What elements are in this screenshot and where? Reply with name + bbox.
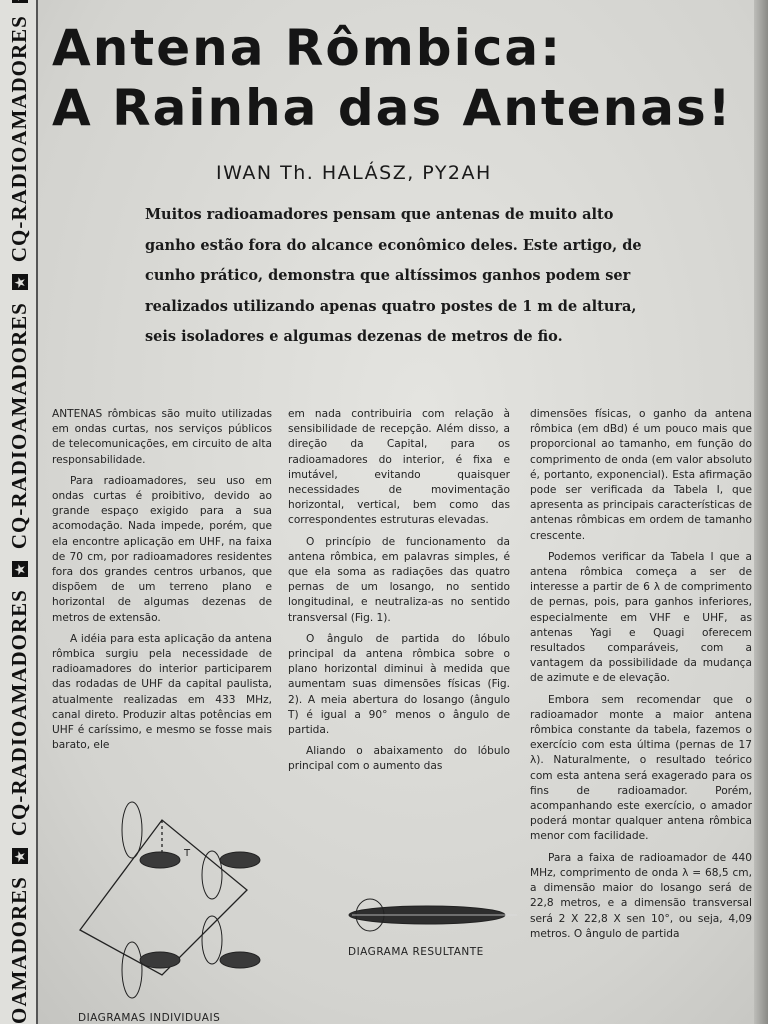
paragraph: Aliando o abaixamento do lóbulo principal com o aumento das [288, 745, 510, 773]
page-edge [754, 0, 768, 1024]
paragraph: O princípio de funcionamento da antena rômbica, em palavras simples, é que ela soma as radiações das quatro pernas de um losango, no sentido longitudinal, e neutraliza-as no sentido transversal (Fig. 1). [288, 535, 510, 624]
star-icon: ★ [12, 848, 28, 864]
article-lead: Muitos radioamadores pensam que antenas de muito alto ganho estão fora do alcance econômico deles. Este artigo, de cunho prático, demonstra que altíssimos ganhos podem ser realizados utilizando apenas quatro postes de 1 m de altura, seis isoladores e algumas dezenas de metros de fio. [145, 206, 642, 345]
text-column-1 [52, 407, 272, 759]
lobe-shape [220, 952, 260, 968]
paragraph: A idéia para esta aplicação da antena rômbica surgiu pela necessidade de radioamadores do interior participarem das rodadas de UHF da capital paulista, atualmente realizadas em 433 MHz, canal direto. Produzir altas potências em UHF é caríssimo, e mesmo se fosse mais barato, ele [52, 632, 272, 752]
lobe-shape [122, 802, 142, 858]
caption-individual: DIAGRAMAS INDIVIDUAIS [78, 1012, 221, 1024]
text-column-3 [530, 407, 752, 948]
lobe-shape [140, 952, 180, 968]
paragraph: Embora sem recomendar que o radioamador monte a maior antena rômbica constante da tabela, fazemos o exercício com esta última (pernas de 17 λ). Naturalmente, o resultado teórico com esta antena será exagerado para os fins de radioamador. Porém, acompanhando este exercício, o amador poderá montar qualquer antena rômbica menor com facilidade. [530, 693, 752, 843]
title-line-2: A Rainha das Antenas! [52, 79, 733, 137]
title-line-1: Antena Rômbica: [52, 19, 563, 77]
side-banner-segment: OAMADORES [7, 876, 31, 1024]
paragraph: dimensões físicas, o ganho da antena rômbica (em dBd) é um pouco mais que proporcional ao tamanho, em função do comprimento de onda (em valor absoluto é, portanto, exponencial). Esta afirmação pode ser verificada da Tabela I, que apresenta as principais características de antenas rômbicas em ordem de tamanho crescente. [530, 408, 752, 542]
paragraph: Para a faixa de radioamador de 440 MHz, comprimento de onda λ = 68,5 cm, a dimensão maior do losango será de 22,8 metros, e a dimensão transversal será 2 X 22,8 X sen 10°, ou seja, 4,09 metros. O ângulo de partida [530, 851, 752, 940]
paragraph: em nada contribuiria com relação à sensibilidade de recepção. Além disso, a direção da Capital, para os radioamadores do interior, é fixa e imutável, evitando quaisquer necessidades de movimentação horizontal, vertical, bem como das correspondentes estruturas elevadas. [288, 408, 510, 527]
article-author: IWAN Th. HALÁSZ, PY2AH [216, 162, 492, 184]
lobe-shape [122, 942, 142, 998]
caption-resultant: DIAGRAMA RESULTANTE [348, 946, 484, 958]
article-title [52, 18, 752, 138]
side-banner-text [7, 0, 32, 1024]
lobe-shape [202, 851, 222, 899]
side-banner-segment: CQ-RADIOAMADORES [7, 302, 31, 550]
star-icon [12, 0, 28, 3]
lobe-shape [202, 916, 222, 964]
star-icon: ★ [12, 274, 28, 290]
side-banner-segment: CQ-RADIOAMADORES [7, 589, 31, 837]
text-column-2 [288, 407, 510, 781]
radiation-diagram-figure [52, 790, 522, 1024]
star-icon: ★ [12, 561, 28, 577]
paragraph: Para radioamadores, seu uso em ondas curtas é proibitivo, devido ao grande espaço exigido para a sua acomodação. Nada impede, porém, que ela encontre aplicação em UHF, na faixa de 70 cm, por radioamadores residentes fora dos grandes centros urbanos, que dispõem de um terreno plano e horizontal de algumas dezenas de metros de extensão. [52, 474, 272, 624]
lobe-shape [140, 852, 180, 868]
side-banner-segment: CQ-RADIOAMADORES [7, 15, 31, 263]
lobe-shape [220, 852, 260, 868]
paragraph: Podemos verificar da Tabela I que a antena rômbica começa a ser de interesse a partir de 6 λ de comprimento de pernas, pois, para ganhos inferiores, especialmente em VHF e UHF, as antenas Yagi e Quagi oferecem resultados comparáveis, com a vantagem da possibilidade da mudança de azimute e de elevação. [530, 550, 752, 685]
paragraph: O ângulo de partida do lóbulo principal da antena rômbica sobre o plano horizontal diminui à medida que aumentam suas dimensões físicas (Fig. 2). A meia abertura do losango (ângulo T) é igual a 90° menos o ângulo de partida. [288, 632, 510, 737]
angle-label: T [184, 848, 191, 859]
paragraph: ANTENAS rômbicas são muito utilizadas em ondas curtas, nos serviços públicos de telecomunicações, em circuito de alta responsabilidade. [52, 408, 272, 466]
side-banner [0, 0, 38, 1024]
